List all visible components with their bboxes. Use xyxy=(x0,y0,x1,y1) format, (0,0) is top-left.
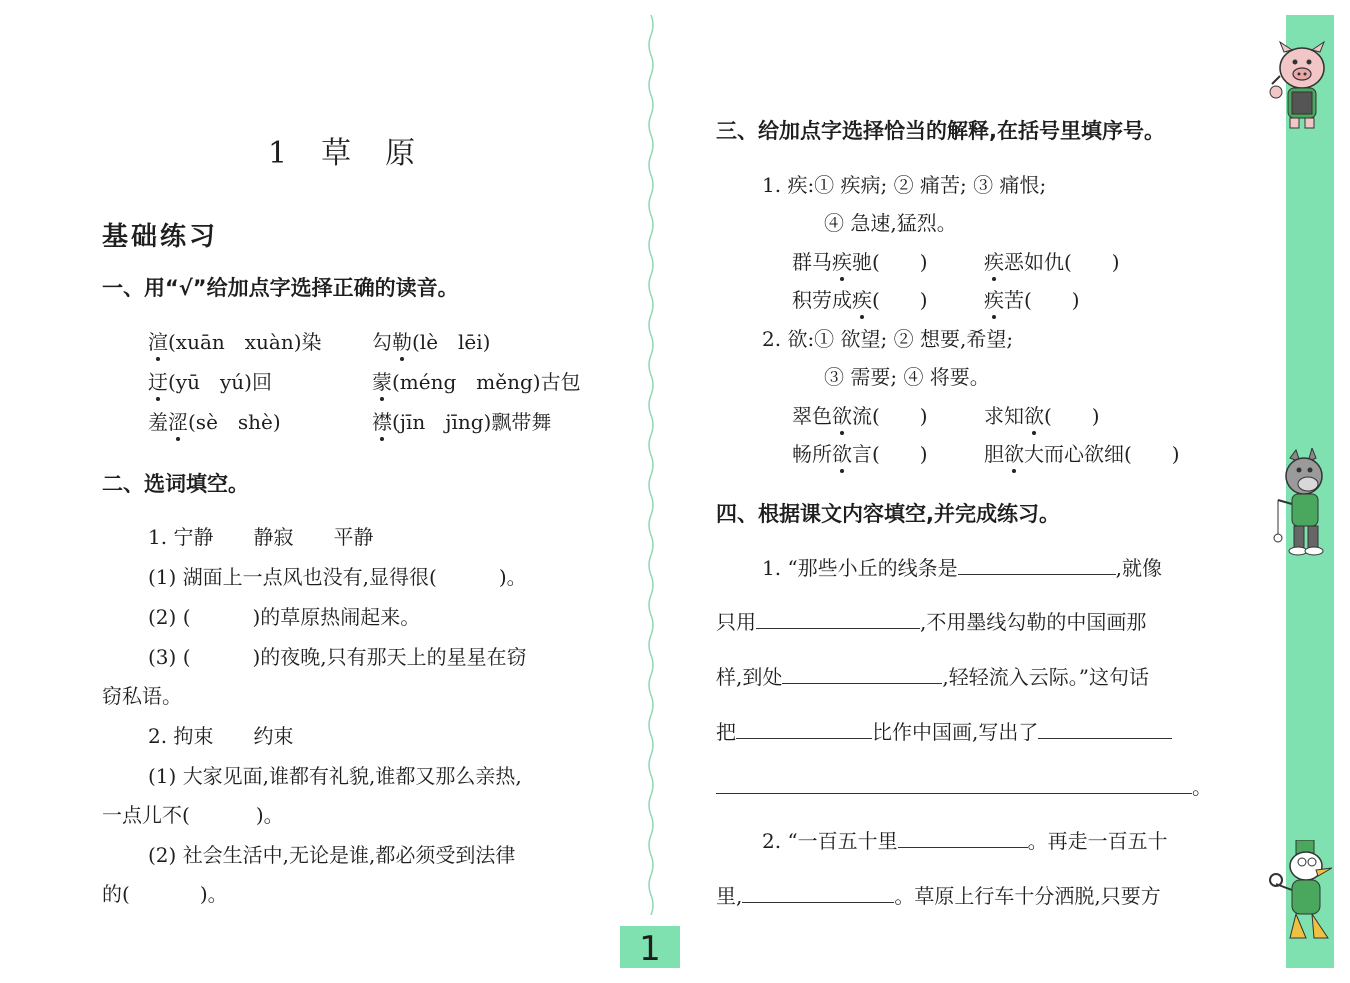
lesson-title xyxy=(268,128,449,172)
fill-line: 样,到处 ,轻轻流入云际。”这句话 xyxy=(716,665,1149,689)
pinyin-item: 襟(jīn jīng)飘带舞 xyxy=(372,410,552,434)
word-group: 1. 宁静 静寂 平静 xyxy=(148,525,374,549)
duck-mascot-icon xyxy=(1266,840,1336,944)
definition-line: 2. 欲:① 欲望; ② 想要,希望; xyxy=(762,327,1014,351)
lesson-title-char: 草 xyxy=(321,136,356,171)
section-heading: 基础练习 xyxy=(102,222,219,252)
fill-line: 只用 ,不用墨线勾勒的中国画那 xyxy=(716,610,1147,634)
dotted-char: 疾 xyxy=(832,250,852,274)
answer-blank[interactable] xyxy=(756,610,920,629)
phrase-item: 群马疾驰( ) xyxy=(792,250,928,274)
question-3-heading: 三、给加点字选择恰当的解释,在括号里填序号。 xyxy=(716,119,1165,143)
dotted-char: 欲 xyxy=(1024,404,1044,428)
phrase-item: 疾苦( ) xyxy=(984,288,1080,312)
pinyin-item: 渲(xuān xuàn)染 xyxy=(148,330,322,354)
fill-sentence: (1) 湖面上一点风也没有,显得很( )。 xyxy=(148,565,527,589)
dotted-char: 欲 xyxy=(1004,442,1024,466)
phrase-item: 翠色欲流( ) xyxy=(792,404,928,428)
pig-mascot-icon xyxy=(1262,40,1336,132)
fill-sentence-cont: 一点儿不( )。 xyxy=(102,803,284,827)
dotted-char: 疾 xyxy=(984,250,1004,274)
dotted-char: 勒 xyxy=(392,330,412,354)
fill-sentence: (2) 社会生活中,无论是谁,都必须受到法律 xyxy=(148,843,516,867)
dotted-char: 涩 xyxy=(168,410,188,434)
fill-sentence: (3) ( )的夜晚,只有那天上的星星在窃 xyxy=(148,645,527,669)
fill-sentence: (1) 大家见面,谁都有礼貌,谁都又那么亲热, xyxy=(148,764,522,788)
pinyin-item: 勾勒(lè lēi) xyxy=(372,330,491,354)
question-1-heading: 一、用“√”给加点字选择正确的读音。 xyxy=(102,276,459,300)
dotted-char: 欲 xyxy=(832,404,852,428)
answer-blank[interactable] xyxy=(742,884,894,903)
fill-line: 。 xyxy=(716,775,1212,799)
dotted-char: 欲 xyxy=(832,442,852,466)
definition-line: 1. 疾:① 疾病; ② 痛苦; ③ 痛恨; xyxy=(762,173,1047,197)
definition-line: ③ 需要; ④ 将要。 xyxy=(824,365,990,389)
fill-line: 1. “那些小丘的线条是 ,就像 xyxy=(762,556,1163,580)
question-2-heading: 二、选词填空。 xyxy=(102,472,249,496)
fill-sentence-cont: 的( )。 xyxy=(102,882,228,906)
dotted-char: 渲 xyxy=(148,330,168,354)
definition-line: ④ 急速,猛烈。 xyxy=(824,211,957,235)
phrase-item: 疾恶如仇( ) xyxy=(984,250,1120,274)
book-spine xyxy=(646,15,656,915)
phrase-item: 求知欲( ) xyxy=(984,404,1100,428)
fill-sentence: (2) ( )的草原热闹起来。 xyxy=(148,605,421,629)
pinyin-item: 羞涩(sè shè) xyxy=(148,410,281,434)
answer-blank[interactable] xyxy=(782,665,942,684)
dotted-char: 蒙 xyxy=(372,370,392,394)
answer-blank[interactable] xyxy=(716,775,1192,794)
fill-sentence-cont: 窃私语。 xyxy=(102,684,182,708)
fill-line: 里, 。草原上行车十分洒脱,只要方 xyxy=(716,884,1161,908)
dotted-char: 疾 xyxy=(852,288,872,312)
page-number: 1 xyxy=(620,926,680,968)
phrase-item: 畅所欲言( ) xyxy=(792,442,928,466)
answer-blank[interactable] xyxy=(736,720,872,739)
dotted-char: 疾 xyxy=(984,288,1004,312)
pinyin-item: 迂(yū yú)回 xyxy=(148,370,272,394)
dotted-char: 迂 xyxy=(148,370,168,394)
pinyin-item: 蒙(méng měng)古包 xyxy=(372,370,581,394)
phrase-item: 胆欲大而心欲细( ) xyxy=(984,442,1180,466)
wolf-mascot-icon xyxy=(1272,448,1336,558)
question-4-heading: 四、根据课文内容填空,并完成练习。 xyxy=(716,502,1060,526)
answer-blank[interactable] xyxy=(958,556,1116,575)
lesson-title-char: 原 xyxy=(385,136,420,171)
answer-blank[interactable] xyxy=(898,829,1028,848)
word-group: 2. 拘束 约束 xyxy=(148,724,294,748)
right-page xyxy=(656,15,1286,968)
answer-blank[interactable] xyxy=(1038,720,1172,739)
lesson-number: 1 xyxy=(268,136,292,171)
dotted-char: 襟 xyxy=(372,410,392,434)
phrase-item: 积劳成疾( ) xyxy=(792,288,928,312)
fill-line: 2. “一百五十里 。再走一百五十 xyxy=(762,829,1168,853)
fill-line: 把 比作中国画,写出了 xyxy=(716,720,1172,744)
